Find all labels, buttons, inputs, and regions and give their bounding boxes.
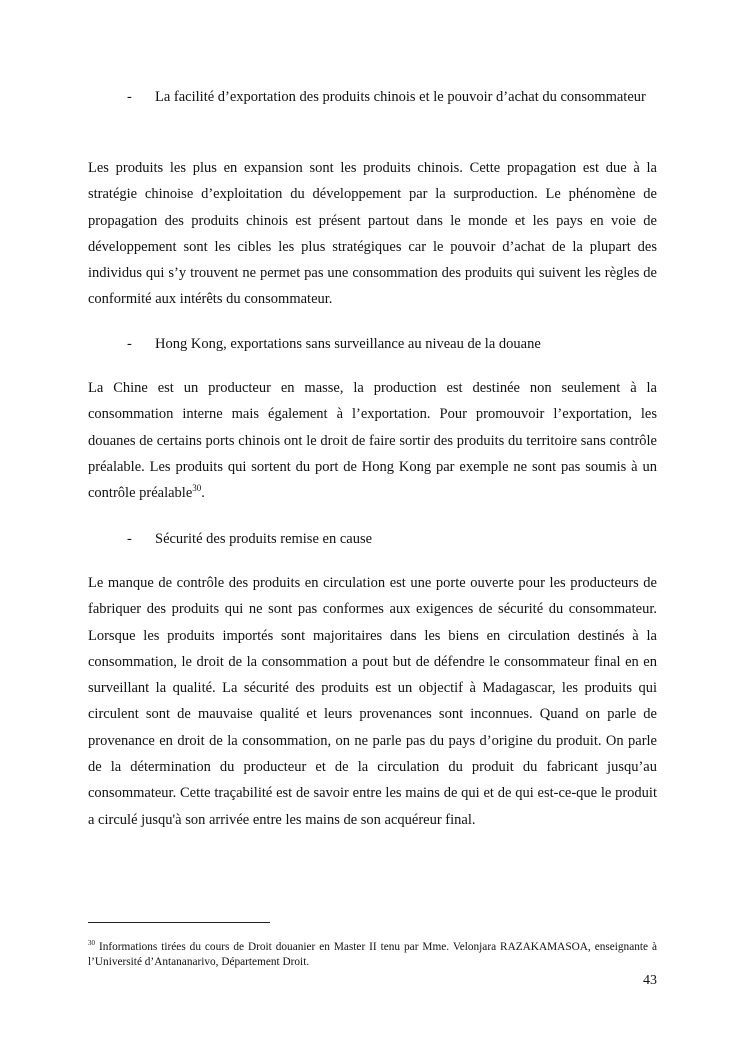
footnote-reference[interactable]: 30 — [192, 483, 202, 494]
heading-text: Hong Kong, exportations sans surveillance au niveau de la douane — [155, 336, 541, 352]
paragraph-chinese-products: Les produits les plus en expansion sont les produits chinois. Cette propagation est due à la stratégie chinoise d’exploitation du développement par la surproduction. Le phénomène de propagation des produits chinois est présent partout dans le monde et les pays en voie de développement sont les cibles les plus stratégiques car le pouvoir d’achat de la plupart des individus qui s’y trouvent ne permet pas une consommation des produits qui suivent les règles de conformité aux intérêts du consommateur. — [88, 160, 657, 308]
heading-text: La facilité d’exportation des produits chinois et le pouvoir d’achat du consommateur — [155, 89, 646, 105]
page-number: 43 — [643, 973, 657, 988]
footnote — [88, 940, 657, 970]
footnote-separator — [88, 922, 270, 923]
bullet-dash: - — [127, 531, 132, 547]
heading-text: Sécurité des produits remise en cause — [155, 531, 373, 547]
section-heading-export-ease — [127, 84, 657, 111]
footnote-number: 30 — [88, 939, 95, 947]
paragraph-product-safety: Le manque de contrôle des produits en circulation est une porte ouverte pour les producteurs de fabriquer des produits qui ne sont pas conformes aux exigences de sécurité du consommateur. Lorsque les produits importés sont majoritaires dans les biens en circulation destinés à la consommation, le droit de la consommation a pout but de défendre le consommateur final en en surveillant la qualité. La sécurité des produits est un objectif à Madagascar, les produits qui circulent sont de mauvaise qualité et leurs provenances sont inconnues. Quand on parle de provenance en droit de la consommation, on ne parle pas du pays d’origine du produit. On parle de la détermination du producteur et de la circulation du produit du fabricant jusqu’au consommateur. Cette traçabilité est de savoir entre les mains de qui et de qui est-ce-que le produit a circulé jusqu'à son arrivée entre les mains de son acquéreur final. — [88, 575, 657, 828]
section-heading-hong-kong — [127, 331, 657, 358]
footnote-text: Informations tirées du cours de Droit douanier en Master II tenu par Mme. Velonjara RAZAKAMASOA, enseignante à l’Université d’Antananarivo, Département Droit. — [88, 941, 657, 968]
paragraph-text: La Chine est un producteur en masse, la production est destinée non seulement à la consommation interne mais également à l’exportation. Pour promouvoir l’exportation, les douanes de certains ports chinois ont le droit de faire sortir des produits du territoire sans contrôle préalable. Les produits qui sortent du port de Hong Kong par exemple ne sont pas soumis à un contrôle préalable — [88, 380, 657, 502]
paragraph-hong-kong — [88, 375, 657, 506]
section-heading-product-safety — [127, 526, 657, 553]
paragraph-end: . — [201, 485, 205, 502]
bullet-dash: - — [127, 89, 132, 105]
bullet-dash: - — [127, 336, 132, 352]
